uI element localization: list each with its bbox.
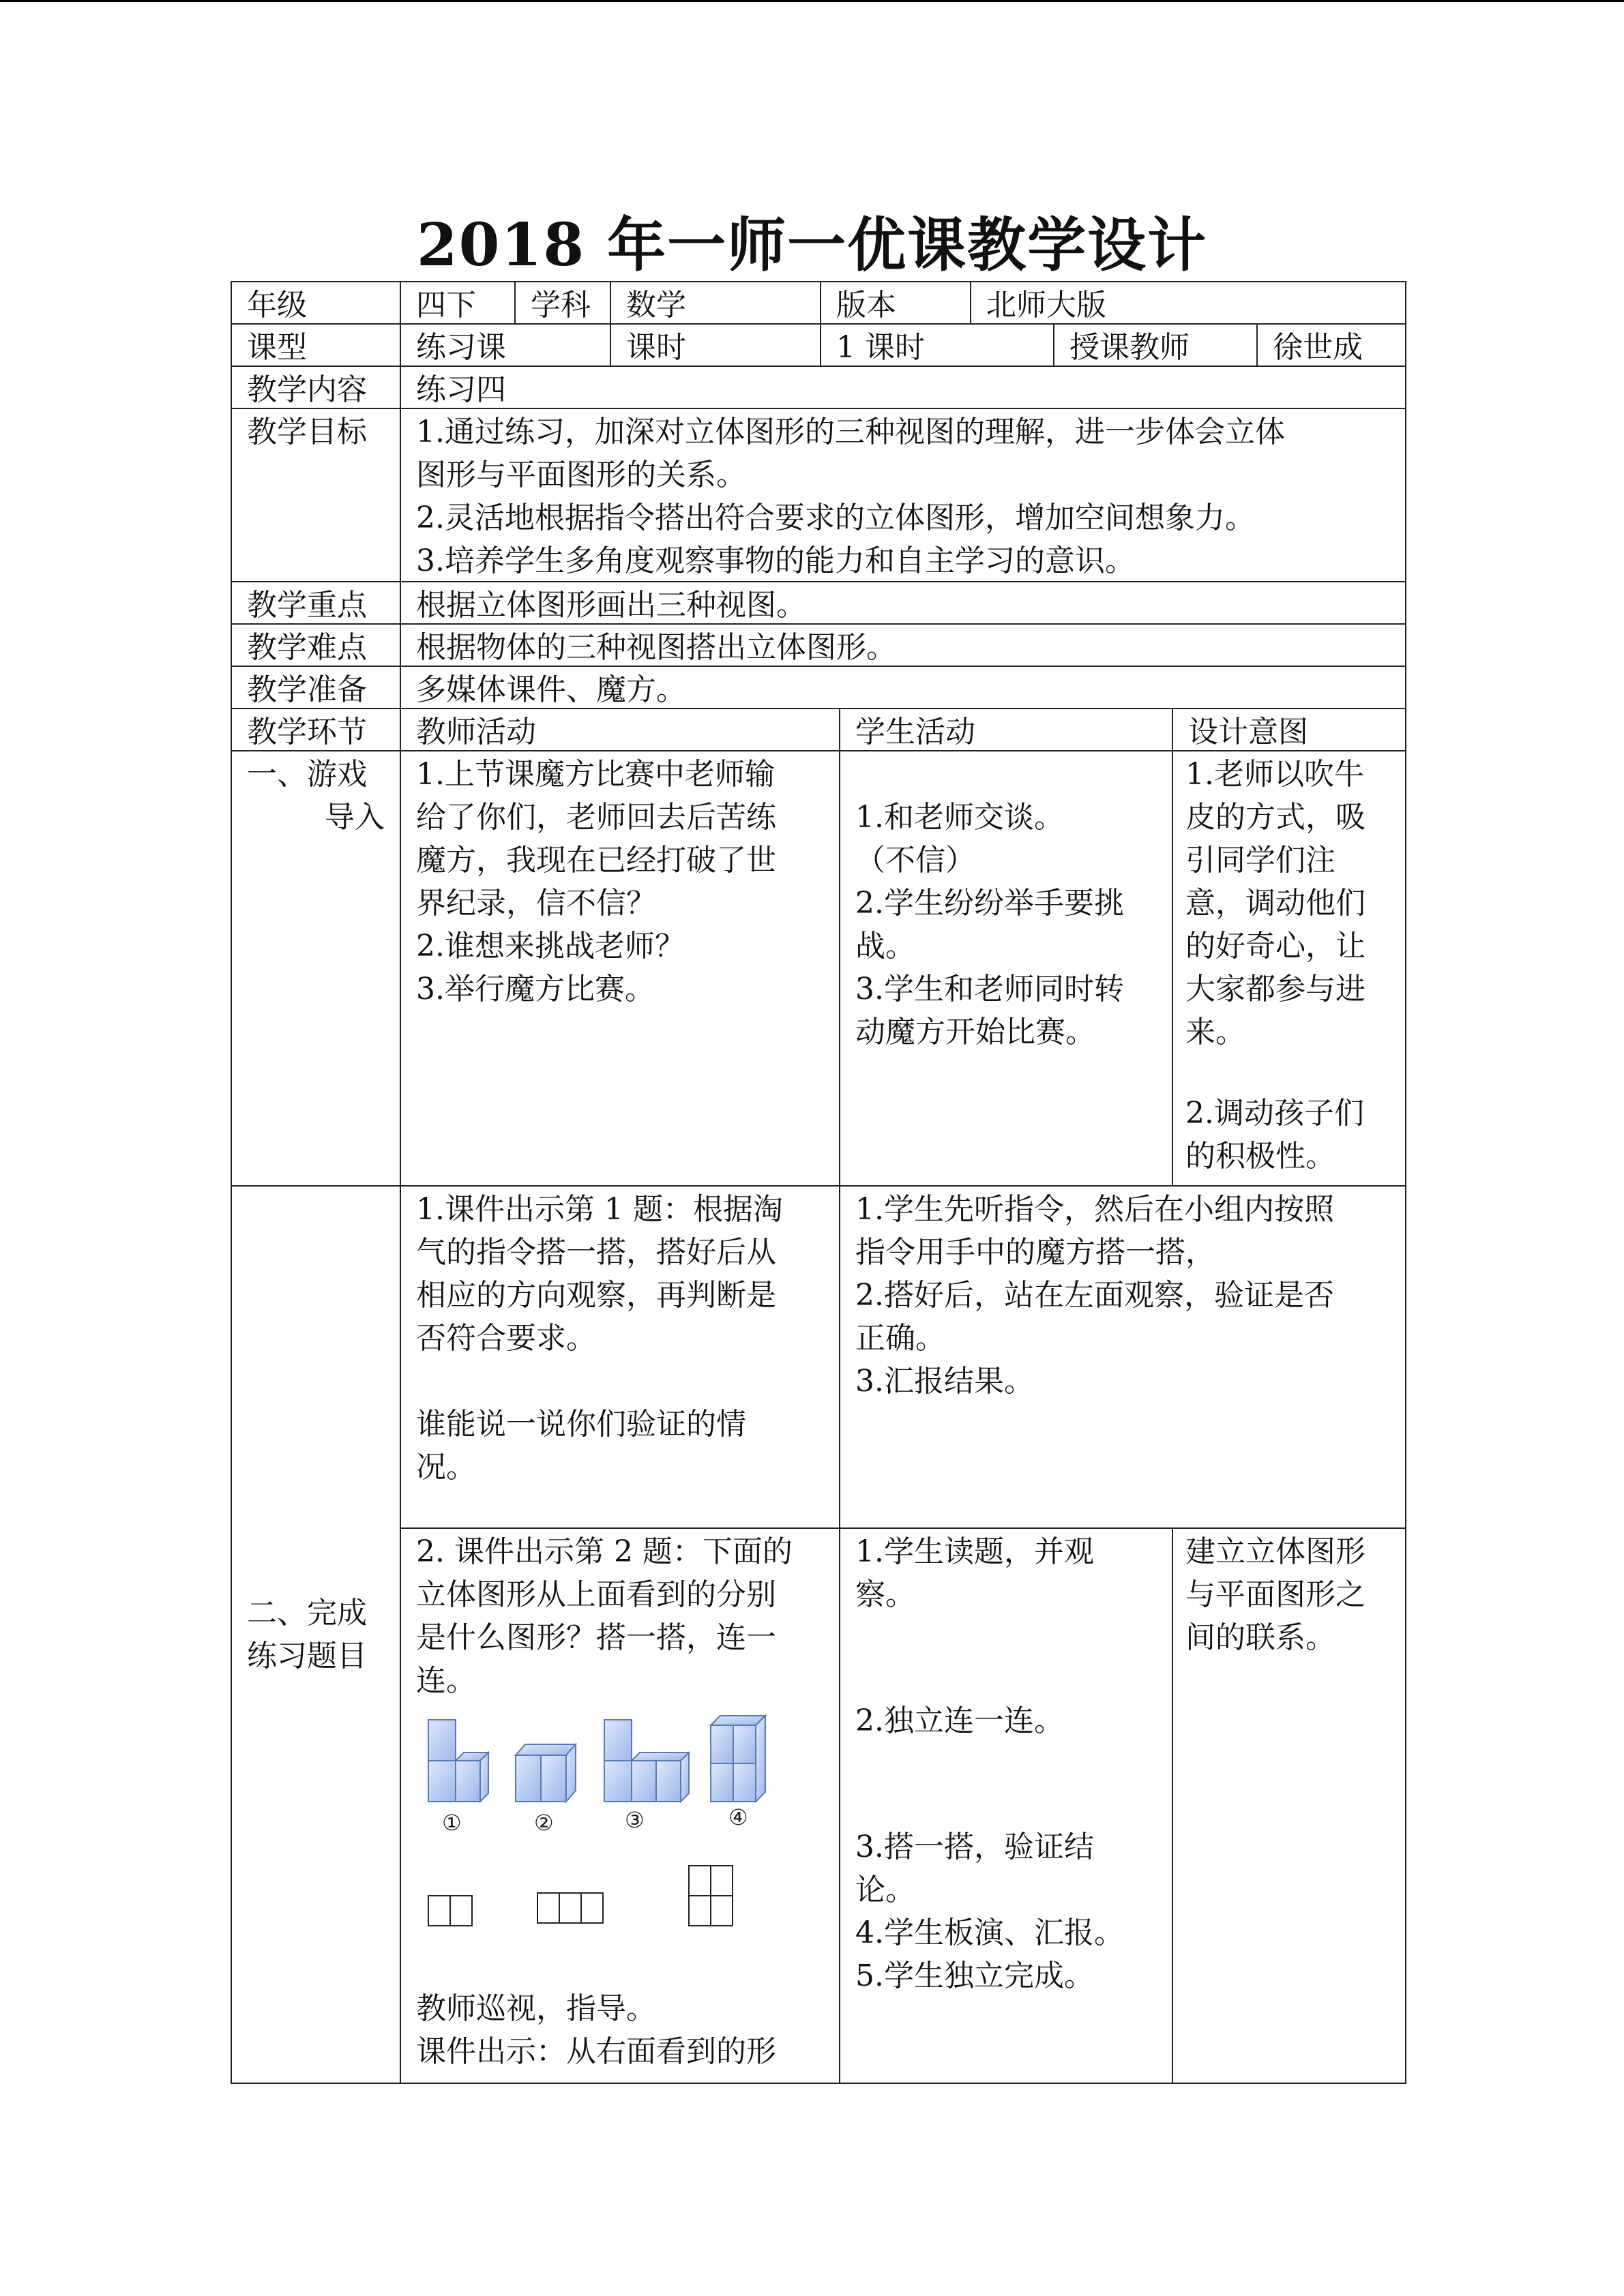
- cube-figure-1: [428, 1720, 488, 1802]
- content-label-cell: 教学内容: [231, 366, 401, 409]
- preparation-label-cell: 教学准备: [231, 666, 401, 709]
- cube-figure-2: [516, 1744, 576, 1802]
- lesson-plan-table: [231, 281, 1406, 2084]
- preparation-cell: 多媒体课件、魔方。: [400, 666, 1406, 709]
- grade-cell: 四下: [400, 281, 516, 325]
- hours-cell: 1 课时: [820, 323, 1054, 367]
- edition-label-cell: 版本: [820, 281, 971, 325]
- ex1-teacher-cell: 1.课件出示第 1 题：根据淘 气的指令搭一搭，搭好后从 相应的方向观察，再判断是 否符合要求。 谁能说一说你们验证的情 况。: [400, 1185, 840, 1529]
- ex2-intent-cell: 建立立体图形 与平面图形之 间的联系。: [1172, 1527, 1406, 2084]
- stage1-student-cell: 1.和老师交谈。 （不信） 2.学生纷纷举手要挑 战。 3.学生和老师同时转 动魔方开始比赛。: [839, 750, 1173, 1187]
- difficulty-label-cell: 教学难点: [231, 623, 401, 667]
- header-student: 学生活动: [839, 708, 1173, 751]
- figure-label-1: ①: [442, 1810, 462, 1836]
- cube-figures: [415, 1713, 824, 1938]
- key-point-label-cell: 教学重点: [231, 581, 401, 625]
- key-point-cell: 根据立体图形画出三种视图。: [400, 581, 1406, 625]
- ex2-teacher-cell: 2. 课件出示第 2 题：下面的 立体图形从上面看到的分别 是什么图形？搭一搭，连一 连。 ① ② ③ ④ 教师巡视，指导。 课件出示：从右面看到的形: [400, 1527, 840, 2084]
- stage1-teacher-cell: 1.上节课魔方比赛中老师输 给了你们，老师回去后苦练 魔方，我现在已经打破了世 界纪录，信不信？ 2.谁想来挑战老师？ 3.举行魔方比赛。: [400, 750, 840, 1187]
- header-stage: 教学环节: [231, 708, 401, 751]
- plane-views: [428, 1866, 733, 1926]
- stage1-intent-cell: 1.老师以吹牛 皮的方式，吸 引同学们注 意，调动他们 的好奇心，让 大家都参与进 来。 2.调动孩子们 的积极性。: [1172, 750, 1406, 1187]
- hours-label-cell: 课时: [610, 323, 821, 367]
- goals-label-cell: 教学目标: [231, 408, 401, 582]
- cube-figure-3: [604, 1720, 689, 1802]
- subject-label-cell: 学科: [514, 281, 611, 325]
- teacher-label-cell: 授课教师: [1053, 323, 1258, 367]
- grade-label-cell: 年级: [231, 281, 401, 325]
- difficulty-cell: 根据物体的三种视图搭出立体图形。: [400, 623, 1406, 667]
- page-top-border: [0, 0, 1624, 2]
- type-label-cell: 课型: [231, 323, 401, 367]
- ex1-student-cell: 1.学生先听指令，然后在小组内按照 指令用手中的魔方搭一搭， 2.搭好后，站在左面观察，验证是否 正确。 3.汇报结果。: [839, 1185, 1406, 1529]
- figure-label-4: ④: [728, 1804, 748, 1830]
- figure-label-3: ③: [625, 1807, 645, 1833]
- subject-cell: 数学: [610, 281, 821, 325]
- stage1-label-cell: 一、游戏 导入: [231, 750, 401, 1187]
- stage2-label-cell: 二、完成 练习题目: [231, 1185, 401, 2084]
- page-title: 2018 年一师一优课教学设计: [416, 211, 1208, 280]
- ex2-student-cell: 1.学生读题，并观 察。 2.独立连一连。 3.搭一搭，验证结 论。 4.学生板演、汇报。 5.学生独立完成。: [839, 1527, 1173, 2084]
- goals-cell: 1.通过练习，加深对立体图形的三种视图的理解，进一步体会立体 图形与平面图形的关系。 2.灵活地根据指令搭出符合要求的立体图形，增加空间想象力。 3.培养学生多角度观察事物的能力和自主学习的意识。: [400, 408, 1406, 582]
- header-teacher: 教师活动: [400, 708, 840, 751]
- teacher-cell: 徐世成: [1256, 323, 1406, 367]
- figure-label-2: ②: [534, 1810, 554, 1836]
- content-cell: 练习四: [400, 366, 1406, 409]
- type-cell: 练习课: [400, 323, 611, 367]
- cube-figure-4: [711, 1716, 765, 1802]
- edition-cell: 北师大版: [970, 281, 1406, 325]
- header-intent: 设计意图: [1172, 708, 1406, 751]
